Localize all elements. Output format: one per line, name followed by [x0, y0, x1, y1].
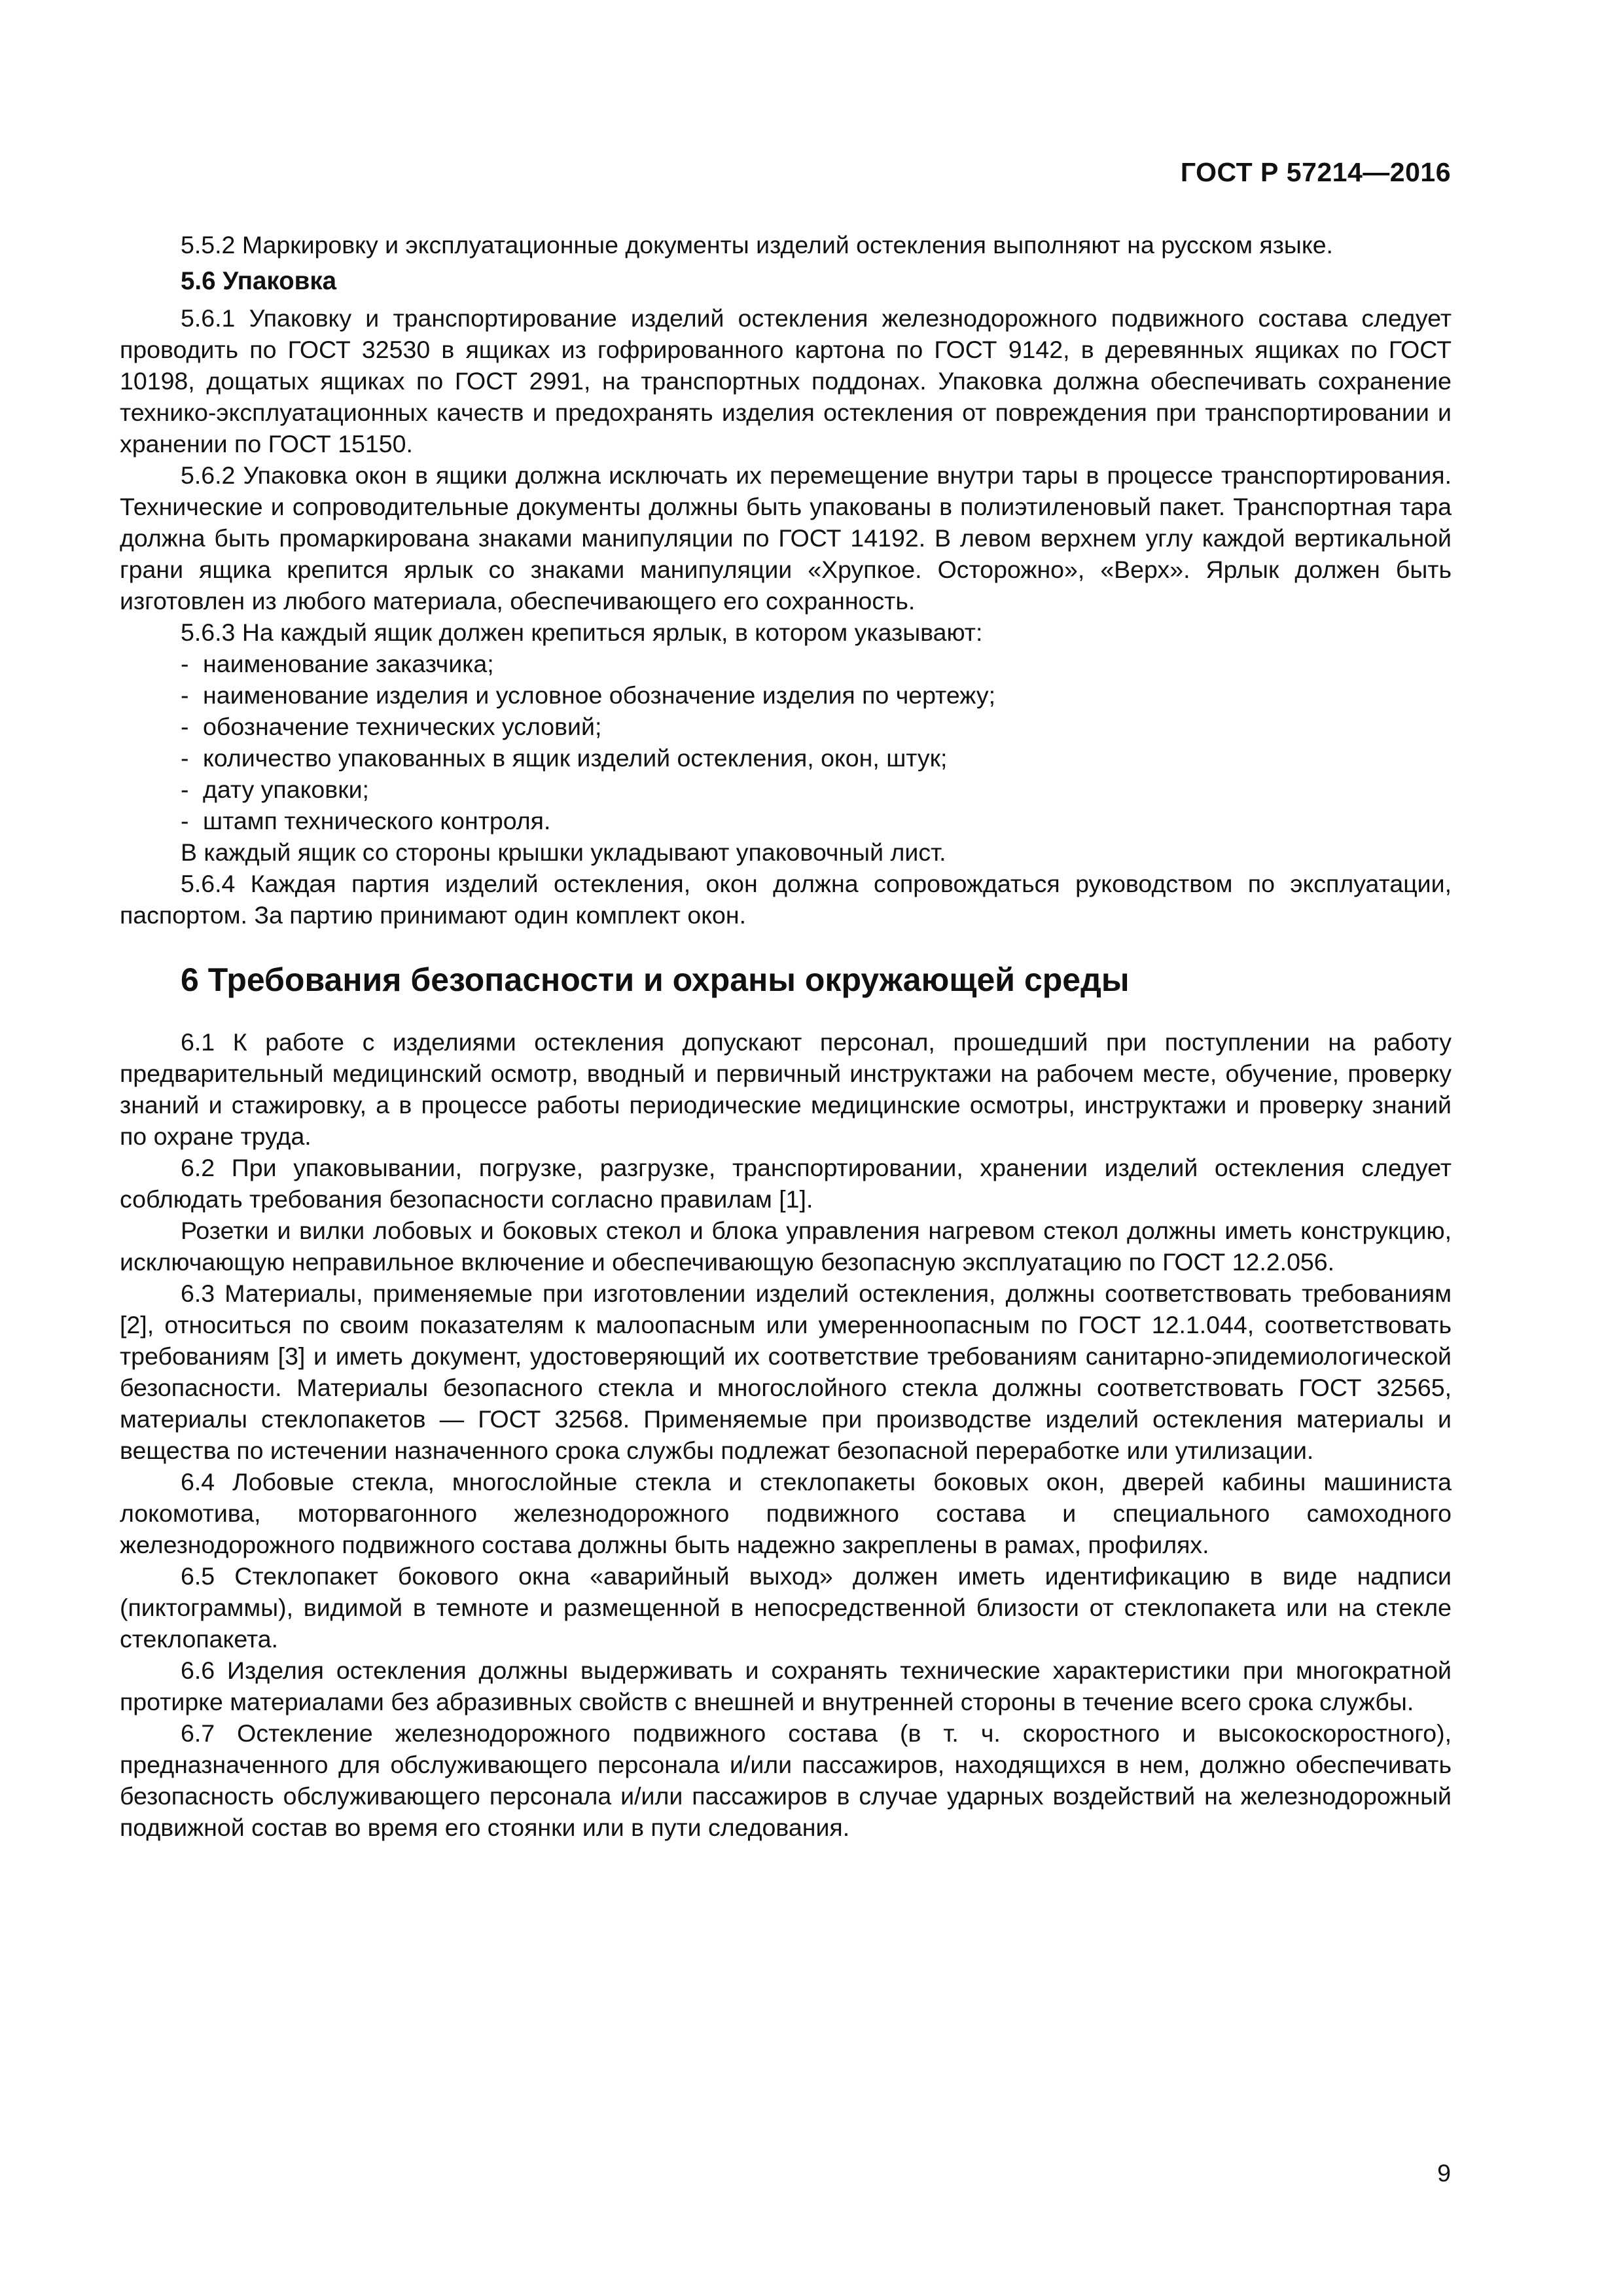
paragraph-6-5: 6.5 Стеклопакет бокового окна «аварийный выход» должен иметь идентификацию в виде надписи (пиктограммы), видимой в темноте и размещенной в непосредственной близости от стеклопакета или на стекле стеклопакета. [120, 1562, 1452, 1653]
list-item: - дату упаковки; [181, 774, 1452, 805]
paragraph-6-2-sockets: Розетки и вилки лобовых и боковых стекол и блока управления нагревом стекол должны иметь конструкцию, исключающую неправильное включение и обеспечивающую безопасную эксплуатацию по ГОСТ 12.2.056. [120, 1217, 1452, 1276]
list-item: - штамп технического контроля. [181, 805, 1452, 836]
paragraph-6-7: 6.7 Остекление железнодорожного подвижного состава (в т. ч. скоростного и высокоскоростного), предназначенного для обслуживающего персонала и/или пассажиров, находящихся в нем, должно обеспечивать безопасность обслуживающего персонала и/или пассажиров в случае ударных воздействий на железнодорожный подвижной состав во время его стоянки или в пути следования. [120, 1719, 1452, 1841]
paragraph-6-2: 6.2 При упаковывании, погрузке, разгрузке, транспортировании, хранении изделий остекления следует соблюдать требования безопасности согласно правилам [1]. [120, 1154, 1452, 1213]
paragraph-5-5-2: 5.5.2 Маркировку и эксплуатационные документы изделий остекления выполняют на русском языке. [181, 231, 1333, 259]
list-item: - количество упакованных в ящик изделий остекления, окон, штук; [181, 742, 1452, 774]
dash-marker: - [181, 807, 189, 834]
paragraph-6-4: 6.4 Лобовые стекла, многослойные стекла и стеклопакеты боковых окон, дверей кабины машиниста локомотива, моторвагонного железнодорожного подвижного состава и специального самоходного железнодорожного подвижного состава должны быть надежно закреплены в рамах, профилях. [120, 1468, 1452, 1558]
paragraph-5-6-4: 5.6.4 Каждая партия изделий остекления, окон должна сопровождаться руководством по эксплуатации, паспортом. За партию принимают один комплект окон. [120, 870, 1452, 929]
dash-marker: - [181, 776, 189, 803]
section-6-heading: 6 Требования безопасности и охраны окружающей среды [181, 961, 1130, 998]
dash-marker: - [181, 681, 189, 709]
dash-marker: - [181, 713, 189, 740]
paragraph-6-3: 6.3 Материалы, применяемые при изготовлении изделий остекления, должны соответствовать требованиям [2], относиться по своим показателям к малоопасным или умеренноопасным по ГОСТ 12.1.044, соответствовать требованиям [3] и иметь документ, удостоверяющий их соответствие требованиям санитарно-эпидемиологической безопасности. Материалы безопасного стекла и многослойного стекла должны соответствовать ГОСТ 32565, материалы стеклопакетов — ГОСТ 32568. Применяемые при производстве изделий остекления материалы и вещества по истечении назначенного срока службы подлежат безопасной переработке или утилизации. [120, 1280, 1452, 1464]
paragraph-5-6-3: 5.6.3 На каждый ящик должен крепиться ярлык, в котором указывают: [181, 619, 983, 646]
dash-marker: - [181, 650, 189, 677]
dash-marker: - [181, 744, 189, 772]
section-5-6-heading: 5.6 Упаковка [181, 267, 336, 295]
paragraph-6-1: 6.1 К работе с изделиями остекления допускают персонал, прошедший при поступлении на работу предварительный медицинский осмотр, вводный и первичный инструктажи на рабочем месте, обучение, проверку знаний и стажировку, а в процессе работы периодические медицинские осмотры, инструктажи и проверку знаний по охране труда. [120, 1028, 1452, 1150]
paragraph-5-6-3-packing-list: В каждый ящик со стороны крышки укладывают упаковочный лист. [181, 838, 946, 866]
page-content [120, 229, 1452, 1843]
page-number: 9 [1437, 2159, 1451, 2187]
paragraph-5-6-2: 5.6.2 Упаковка окон в ящики должна исключать их перемещение внутри тары в процессе транспортирования. Технические и сопроводительные документы должны быть упакованы в полиэтиленовый пакет. Транспортная тара должна быть промаркирована знаками манипуляции по ГОСТ 14192. В левом верхнем углу каждой вертикальной грани ящика крепится ярлык со знаками манипуляции «Хрупкое. Осторожно», «Верх». Ярлык должен быть изготовлен из любого материала, обеспечивающего его сохранность. [120, 461, 1452, 615]
paragraph-6-6: 6.6 Изделия остекления должны выдерживать и сохранять технические характеристики при многократной протирке материалами без абразивных свойств с внешней и внутренней стороны в течение всего срока службы. [120, 1657, 1452, 1715]
paragraph-5-6-1: 5.6.1 Упаковку и транспортирование изделий остекления железнодорожного подвижного состава следует проводить по ГОСТ 32530 в ящиках из гофрированного картона по ГОСТ 9142, в деревянных ящиках по ГОСТ 10198, дощатых ящиках по ГОСТ 2991, на транспортных поддонах. Упаковка должна обеспечивать сохранение технико-эксплуатационных качеств и предохранять изделия остекления от повреждения при транспортировании и хранении по ГОСТ 15150. [120, 304, 1452, 457]
document-code-header: ГОСТ Р 57214—2016 [1180, 157, 1451, 187]
list-item: - наименование заказчика; [181, 648, 1452, 679]
label-requirements-list [120, 648, 1452, 836]
list-item: - наименование изделия и условное обозначение изделия по чертежу; [181, 679, 1452, 711]
list-item: - обозначение технических условий; [181, 711, 1452, 742]
